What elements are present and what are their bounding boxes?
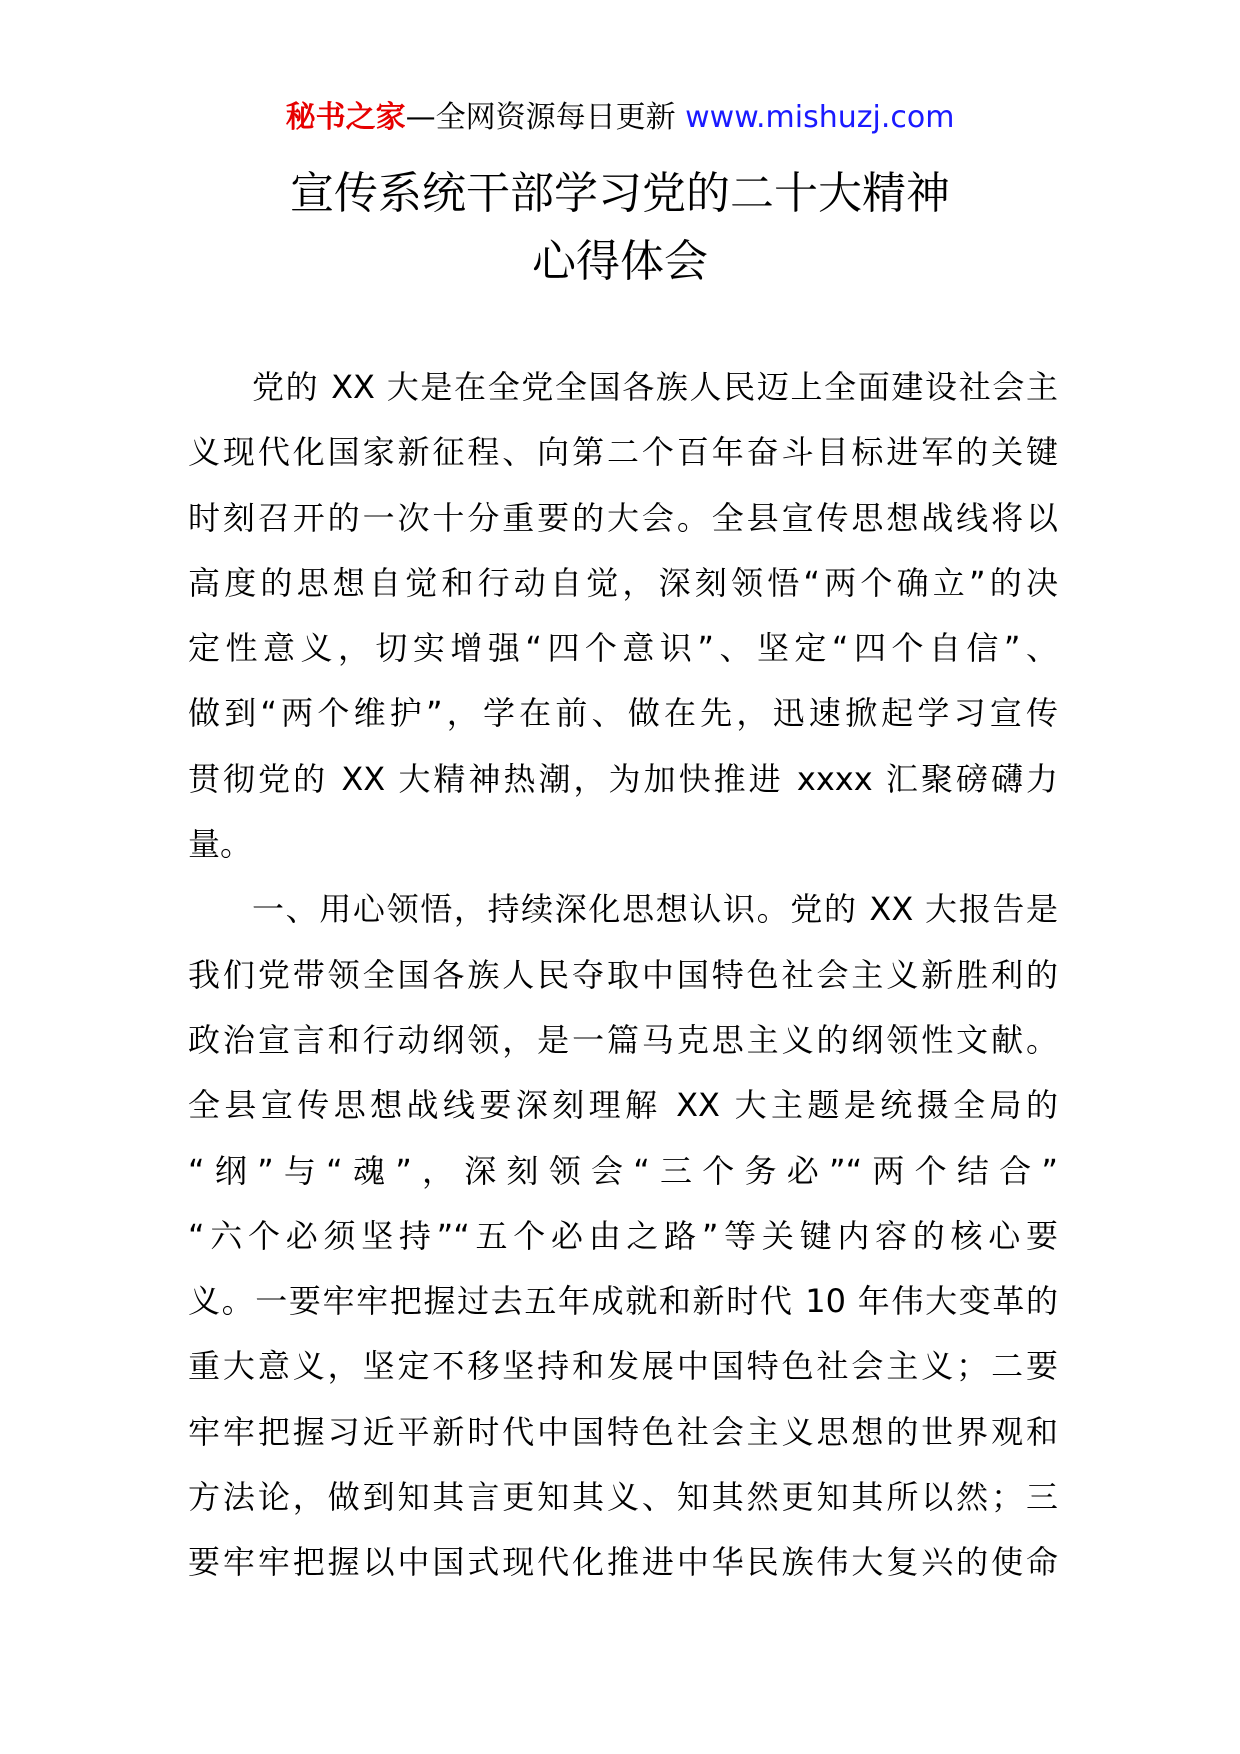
- document-title: [0, 160, 1240, 296]
- body-line: “纲”与“魂”，深刻领会“三个务必”“两个结合”: [188, 1151, 1058, 1190]
- site-brand: 秘书之家: [285, 100, 406, 135]
- body-line: 要牢牢把握以中国式现代化推进中华民族伟大复兴的使命: [188, 1543, 1058, 1582]
- body-line: “六个必须坚持”“五个必由之路”等关键内容的核心要: [188, 1216, 1058, 1255]
- body-line: 贯彻党的 XX 大精神热潮，为加快推进 xxxx 汇聚磅礴力: [188, 759, 1058, 798]
- body-line: 高度的思想自觉和行动自觉，深刻领悟“两个确立”的决: [188, 563, 1058, 602]
- document-body: [188, 355, 1058, 1596]
- body-line: 方法论，做到知其言更知其义、知其然更知其所以然；三: [188, 1478, 1058, 1517]
- site-url[interactable]: www.mishuzj.com: [685, 100, 955, 135]
- body-line: 我们党带领全国各族人民夺取中国特色社会主义新胜利的: [188, 955, 1058, 994]
- body-line: 做到“两个维护”，学在前、做在先，迅速掀起学习宣传: [188, 694, 1058, 733]
- site-slogan: —全网资源每日更新: [405, 100, 676, 135]
- title-line-2: 心得体会: [532, 236, 708, 287]
- body-line: 时刻召开的一次十分重要的大会。全县宣传思想战线将以: [188, 498, 1058, 537]
- body-line: 重大意义，坚定不移坚持和发展中国特色社会主义；二要: [188, 1347, 1058, 1386]
- body-line: 义现代化国家新征程、向第二个百年奋斗目标进军的关键: [188, 433, 1058, 472]
- body-line: 牢牢把握习近平新时代中国特色社会主义思想的世界观和: [188, 1412, 1058, 1451]
- body-line: 量。: [188, 825, 253, 864]
- title-line-1: 宣传系统干部学习党的二十大精神: [290, 168, 950, 219]
- body-line: 政治宣言和行动纲领，是一篇马克思主义的纲领性文献。: [188, 1020, 1058, 1059]
- body-line: 党的 XX 大是在全党全国各族人民迈上全面建设社会主: [252, 368, 1058, 406]
- site-header: [0, 98, 1240, 138]
- body-line: 一、用心领悟，持续深化思想认识。党的 XX 大报告是: [252, 890, 1058, 929]
- body-line: 全县宣传思想战线要深刻理解 XX 大主题是统摄全局的: [188, 1086, 1058, 1125]
- body-line: 义。一要牢牢把握过去五年成就和新时代 10 年伟大变革的: [188, 1282, 1058, 1321]
- body-line: 定性意义，切实增强“四个意识”、坚定“四个自信”、: [188, 629, 1058, 668]
